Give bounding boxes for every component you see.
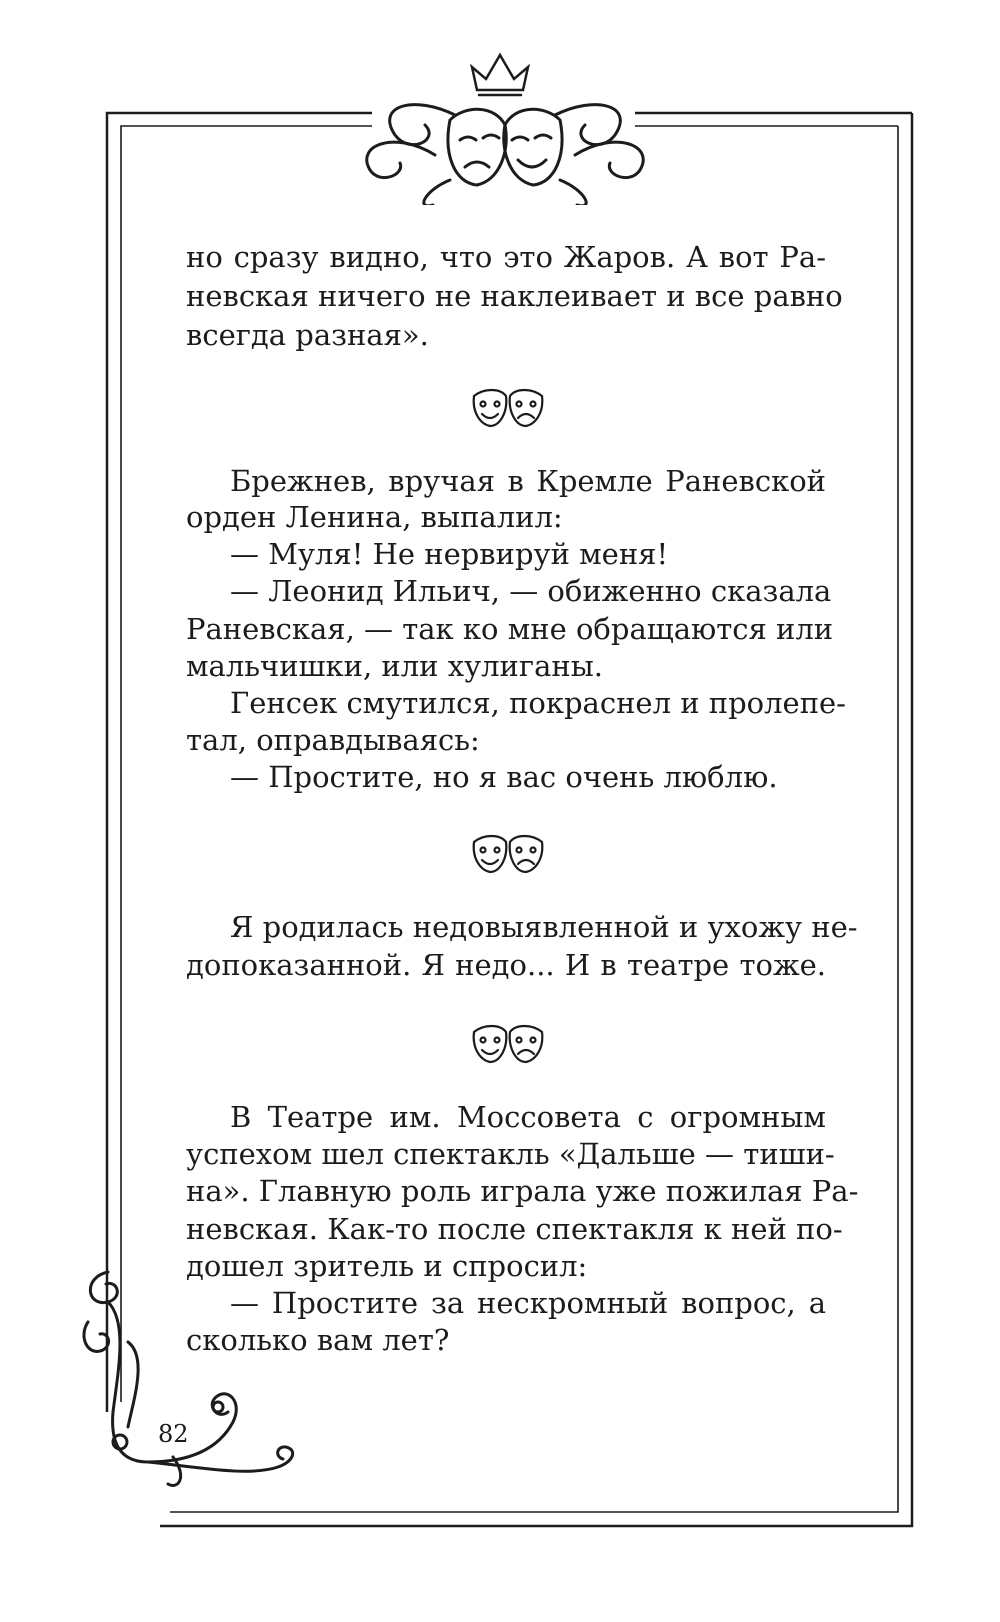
- page-number: 82: [158, 1420, 189, 1448]
- text-line: но сразу видно, что это Жаров. А вот Ра-: [186, 240, 826, 274]
- text-line: — Леонид Ильич, — обиженно сказала: [230, 574, 832, 608]
- text-line: сколько вам лет?: [186, 1323, 450, 1357]
- text-line: Раневская, — так ко мне обращаются или: [186, 612, 834, 646]
- text-line: В Театре им. Моссовета с огромным: [230, 1100, 826, 1134]
- masks-divider-icon: [470, 1020, 546, 1066]
- masks-divider-icon: [470, 830, 546, 876]
- corner-flourish-icon: [78, 1262, 318, 1490]
- text-line: всегда разная».: [186, 318, 429, 352]
- text-line: дошел зритель и спросил:: [186, 1249, 588, 1283]
- text-line: орден Ленина, выпалил:: [186, 500, 563, 534]
- text-line: тал, оправдываясь:: [186, 723, 480, 757]
- text-line: невская. Как-то после спектакля к ней по-: [186, 1212, 843, 1246]
- text-line: невская ничего не наклеивает и все равно: [186, 279, 843, 313]
- text-line: — Простите, но я вас очень люблю.: [230, 760, 778, 794]
- text-line: мальчишки, или хулиганы.: [186, 649, 603, 683]
- text-line: на». Главную роль играла уже пожилая Ра-: [186, 1174, 859, 1208]
- text-line: допоказанной. Я недо... И в театре тоже.: [186, 948, 826, 982]
- text-line: успехом шел спектакль «Дальше — тиши-: [186, 1137, 835, 1171]
- text-line: Я родилась недовыявленной и ухожу не-: [230, 910, 858, 944]
- text-line: Генсек смутился, покраснел и пролепе-: [230, 686, 846, 720]
- text-line: — Простите за нескромный вопрос, а: [230, 1286, 826, 1320]
- theatre-masks-ornament-icon: [355, 45, 655, 205]
- masks-divider-icon: [470, 384, 546, 430]
- text-line: — Муля! Не нервируй меня!: [230, 537, 669, 571]
- text-line: Брежнев, вручая в Кремле Раневской: [230, 464, 826, 498]
